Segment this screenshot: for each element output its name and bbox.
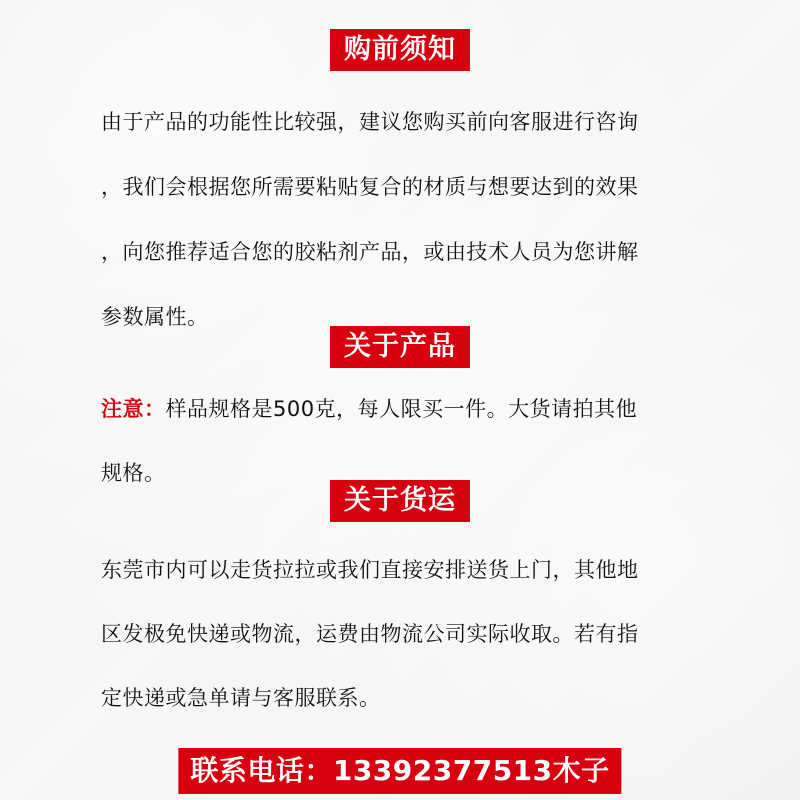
contact-phone-banner: 联系电话：13392377513木子 — [178, 748, 621, 794]
purchase-notice-line: ，我们会根据您所需要粘贴复合的材质与想要达到的效果 — [101, 175, 639, 199]
about-shipping-paragraph — [101, 538, 701, 730]
about-shipping-title: 关于货运 — [330, 480, 470, 522]
about-shipping-line: 区发极免快递或物流，运费由物流公司实际收取。若有指 — [101, 622, 639, 646]
purchase-notice-line: 参数属性。 — [101, 305, 209, 329]
about-shipping-line: 东莞市内可以走货拉拉或我们直接安排送货上门，其他地 — [101, 558, 639, 582]
about-product-title: 关于产品 — [330, 326, 470, 368]
purchase-notice-paragraph — [101, 90, 701, 350]
about-shipping-line: 定快递或急单请与客服联系。 — [101, 686, 381, 710]
purchase-notice-title: 购前须知 — [330, 29, 470, 71]
purchase-notice-line: 由于产品的功能性比较强，建议您购买前向客服进行咨询 — [101, 110, 639, 134]
about-product-line — [101, 377, 701, 441]
note-label: 注意： — [101, 397, 166, 421]
purchase-notice-line: ，向您推荐适合您的胶粘剂产品，或由技术人员为您讲解 — [101, 240, 639, 264]
about-product-line: 规格。 — [101, 461, 166, 485]
note-text: 样品规格是500克，每人限买一件。大货请拍其他 — [165, 397, 638, 421]
